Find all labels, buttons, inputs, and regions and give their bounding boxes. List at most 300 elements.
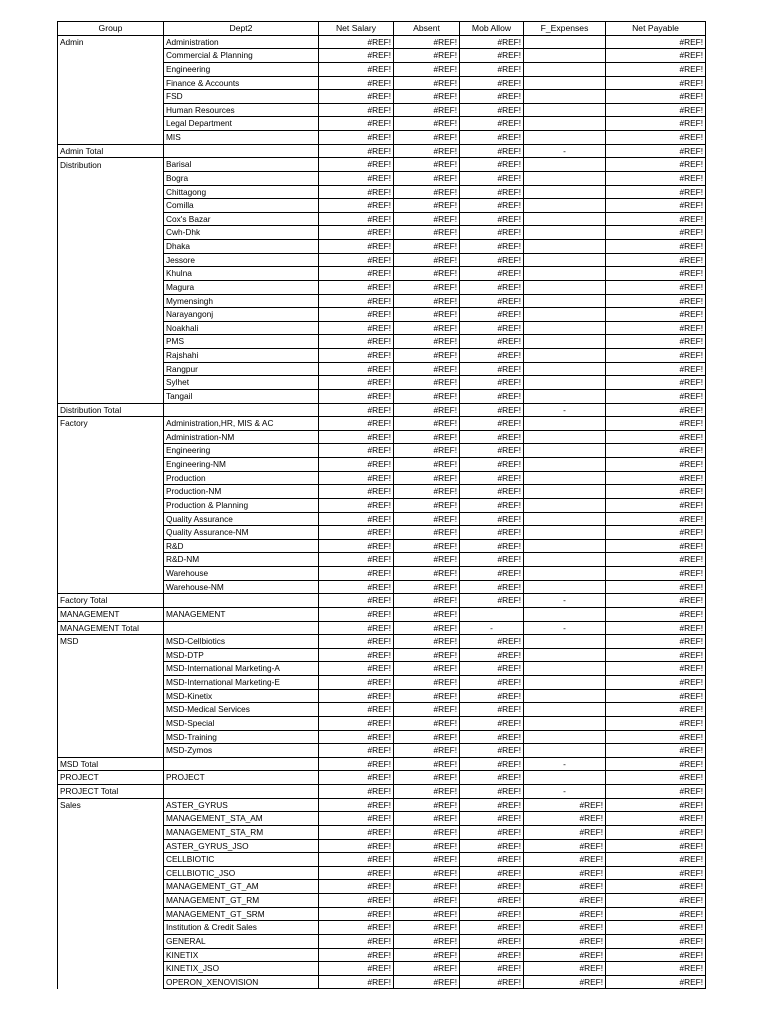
dept-cell: MSD-International Marketing-A	[164, 662, 319, 676]
net-salary-cell: #REF!	[319, 458, 394, 472]
dept-cell: MSD-Zymos	[164, 744, 319, 758]
mob-allow-cell: #REF!	[460, 62, 524, 76]
group-cell	[58, 444, 164, 458]
absent-total-cell: #REF!	[394, 403, 460, 417]
mob-allow-cell: #REF!	[460, 226, 524, 240]
dept-cell: Production-NM	[164, 485, 319, 499]
absent-cell: #REF!	[394, 962, 460, 976]
mob-allow-cell: #REF!	[460, 471, 524, 485]
table-row	[58, 417, 706, 431]
net-salary-cell: #REF!	[319, 76, 394, 90]
total-row	[58, 144, 706, 158]
table-row	[58, 894, 706, 908]
net-salary-cell: #REF!	[319, 662, 394, 676]
net-payable-cell: #REF!	[606, 362, 706, 376]
absent-cell: #REF!	[394, 812, 460, 826]
table-row	[58, 730, 706, 744]
net-salary-cell: #REF!	[319, 635, 394, 649]
table-row	[58, 349, 706, 363]
dept-cell: Rangpur	[164, 362, 319, 376]
mob-allow-cell: #REF!	[460, 253, 524, 267]
net-salary-total-cell: #REF!	[319, 785, 394, 799]
net-payable-cell: #REF!	[606, 526, 706, 540]
net-salary-cell: #REF!	[319, 703, 394, 717]
group-cell	[58, 212, 164, 226]
net-salary-cell: #REF!	[319, 485, 394, 499]
f-expenses-cell	[524, 648, 606, 662]
table-row	[58, 825, 706, 839]
f-expenses-cell	[524, 76, 606, 90]
group-cell	[58, 948, 164, 962]
table-row	[58, 308, 706, 322]
net-salary-cell: #REF!	[319, 35, 394, 49]
dept-cell: ASTER_GYRUS_JSO	[164, 839, 319, 853]
table-row	[58, 703, 706, 717]
net-payable-cell: #REF!	[606, 812, 706, 826]
absent-cell: #REF!	[394, 553, 460, 567]
total-label-cell: Admin Total	[58, 144, 164, 158]
absent-cell: #REF!	[394, 131, 460, 145]
dept-cell: Khulna	[164, 267, 319, 281]
absent-cell: #REF!	[394, 417, 460, 431]
mob-allow-cell: #REF!	[460, 199, 524, 213]
total-row	[58, 403, 706, 417]
f-expenses-cell	[524, 376, 606, 390]
table-row	[58, 553, 706, 567]
net-salary-cell: #REF!	[319, 158, 394, 172]
absent-cell: #REF!	[394, 458, 460, 472]
table-row	[58, 921, 706, 935]
absent-cell: #REF!	[394, 62, 460, 76]
table-row	[58, 362, 706, 376]
group-cell	[58, 512, 164, 526]
net-salary-cell: #REF!	[319, 539, 394, 553]
net-salary-cell: #REF!	[319, 921, 394, 935]
mob-allow-cell: #REF!	[460, 76, 524, 90]
net-salary-cell: #REF!	[319, 676, 394, 690]
table-row	[58, 240, 706, 254]
net-salary-cell: #REF!	[319, 716, 394, 730]
f-expenses-cell	[524, 240, 606, 254]
net-salary-cell: #REF!	[319, 689, 394, 703]
net-payable-cell: #REF!	[606, 349, 706, 363]
table-row	[58, 321, 706, 335]
table-row	[58, 635, 706, 649]
absent-cell: #REF!	[394, 471, 460, 485]
absent-cell: #REF!	[394, 880, 460, 894]
table-row	[58, 171, 706, 185]
absent-cell: #REF!	[394, 226, 460, 240]
net-salary-cell: #REF!	[319, 335, 394, 349]
net-payable-cell: #REF!	[606, 894, 706, 908]
mob-allow-cell: #REF!	[460, 485, 524, 499]
mob-allow-cell: #REF!	[460, 158, 524, 172]
net-payable-cell: #REF!	[606, 648, 706, 662]
mob-allow-cell: #REF!	[460, 294, 524, 308]
net-payable-cell: #REF!	[606, 853, 706, 867]
group-cell	[58, 812, 164, 826]
net-payable-cell: #REF!	[606, 716, 706, 730]
mob-allow-cell: #REF!	[460, 853, 524, 867]
mob-allow-cell: #REF!	[460, 689, 524, 703]
net-salary-cell: #REF!	[319, 199, 394, 213]
table-row	[58, 607, 706, 621]
dept-cell: Cwh-Dhk	[164, 226, 319, 240]
f-expenses-cell: #REF!	[524, 880, 606, 894]
dept-cell: MSD-International Marketing-E	[164, 676, 319, 690]
absent-cell: #REF!	[394, 512, 460, 526]
net-payable-cell: #REF!	[606, 485, 706, 499]
mob-allow-cell: #REF!	[460, 880, 524, 894]
net-salary-cell: #REF!	[319, 362, 394, 376]
f-expenses-total-cell: -	[524, 594, 606, 608]
total-row	[58, 757, 706, 771]
group-cell	[58, 839, 164, 853]
net-salary-cell: #REF!	[319, 744, 394, 758]
table-row	[58, 934, 706, 948]
net-payable-cell: #REF!	[606, 771, 706, 785]
net-salary-total-cell: #REF!	[319, 144, 394, 158]
group-cell	[58, 880, 164, 894]
table-row	[58, 444, 706, 458]
group-cell: MANAGEMENT	[58, 607, 164, 621]
table-row	[58, 280, 706, 294]
f-expenses-cell	[524, 689, 606, 703]
dept-cell: Jessore	[164, 253, 319, 267]
net-payable-cell: #REF!	[606, 567, 706, 581]
dept-cell: MANAGEMENT_STA_AM	[164, 812, 319, 826]
dept-cell: Warehouse	[164, 567, 319, 581]
absent-cell: #REF!	[394, 158, 460, 172]
group-cell	[58, 975, 164, 989]
net-salary-total-cell: #REF!	[319, 757, 394, 771]
group-cell	[58, 171, 164, 185]
net-salary-cell: #REF!	[319, 280, 394, 294]
table-row	[58, 376, 706, 390]
group-cell	[58, 308, 164, 322]
absent-cell: #REF!	[394, 689, 460, 703]
dept-cell: CELLBIOTIC_JSO	[164, 866, 319, 880]
net-payable-cell: #REF!	[606, 880, 706, 894]
net-payable-cell: #REF!	[606, 839, 706, 853]
mob-allow-cell: #REF!	[460, 798, 524, 812]
table-row	[58, 662, 706, 676]
net-salary-cell: #REF!	[319, 512, 394, 526]
f-expenses-cell: #REF!	[524, 907, 606, 921]
col-header-dept2: Dept2	[164, 22, 319, 36]
total-label-cell: MSD Total	[58, 757, 164, 771]
group-cell	[58, 335, 164, 349]
net-payable-cell: #REF!	[606, 498, 706, 512]
net-payable-cell: #REF!	[606, 103, 706, 117]
absent-cell: #REF!	[394, 539, 460, 553]
net-payable-cell: #REF!	[606, 798, 706, 812]
mob-allow-cell: #REF!	[460, 553, 524, 567]
mob-allow-cell: #REF!	[460, 567, 524, 581]
absent-cell: #REF!	[394, 635, 460, 649]
absent-cell: #REF!	[394, 103, 460, 117]
group-cell	[58, 730, 164, 744]
net-payable-cell: #REF!	[606, 49, 706, 63]
mob-allow-total-cell: -	[460, 621, 524, 635]
group-cell	[58, 321, 164, 335]
dept-cell: Noakhali	[164, 321, 319, 335]
net-payable-cell: #REF!	[606, 280, 706, 294]
dept-cell: Engineering-NM	[164, 458, 319, 472]
mob-allow-cell: #REF!	[460, 934, 524, 948]
dept-cell: Administration,HR, MIS & AC	[164, 417, 319, 431]
table-row	[58, 648, 706, 662]
mob-allow-total-cell: #REF!	[460, 757, 524, 771]
net-salary-cell: #REF!	[319, 526, 394, 540]
net-salary-cell: #REF!	[319, 417, 394, 431]
net-payable-cell: #REF!	[606, 335, 706, 349]
table-row	[58, 907, 706, 921]
net-payable-cell: #REF!	[606, 117, 706, 131]
group-cell	[58, 349, 164, 363]
f-expenses-cell: #REF!	[524, 975, 606, 989]
absent-cell: #REF!	[394, 212, 460, 226]
net-payable-cell: #REF!	[606, 35, 706, 49]
net-salary-cell: #REF!	[319, 253, 394, 267]
f-expenses-cell	[524, 212, 606, 226]
table-row	[58, 526, 706, 540]
dept-cell: Administration-NM	[164, 430, 319, 444]
net-payable-cell: #REF!	[606, 825, 706, 839]
absent-cell: #REF!	[394, 662, 460, 676]
net-salary-cell: #REF!	[319, 866, 394, 880]
table-row	[58, 812, 706, 826]
f-expenses-cell	[524, 458, 606, 472]
group-cell	[58, 676, 164, 690]
absent-cell: #REF!	[394, 185, 460, 199]
mob-allow-cell: #REF!	[460, 389, 524, 403]
net-payable-cell: #REF!	[606, 185, 706, 199]
net-salary-cell: #REF!	[319, 226, 394, 240]
absent-cell: #REF!	[394, 171, 460, 185]
total-label-cell: MANAGEMENT Total	[58, 621, 164, 635]
mob-allow-cell: #REF!	[460, 921, 524, 935]
table-row	[58, 76, 706, 90]
f-expenses-cell: #REF!	[524, 853, 606, 867]
net-salary-cell: #REF!	[319, 567, 394, 581]
absent-cell: #REF!	[394, 526, 460, 540]
mob-allow-cell: #REF!	[460, 349, 524, 363]
net-salary-cell: #REF!	[319, 376, 394, 390]
net-salary-cell: #REF!	[319, 131, 394, 145]
dept-cell: Bogra	[164, 171, 319, 185]
f-expenses-cell	[524, 117, 606, 131]
absent-cell: #REF!	[394, 444, 460, 458]
mob-allow-cell: #REF!	[460, 185, 524, 199]
table-row	[58, 158, 706, 172]
dept-cell: Narayangonj	[164, 308, 319, 322]
absent-cell: #REF!	[394, 825, 460, 839]
net-payable-cell: #REF!	[606, 553, 706, 567]
table-row	[58, 212, 706, 226]
f-expenses-cell	[524, 62, 606, 76]
group-cell	[58, 294, 164, 308]
dept-cell: MSD-DTP	[164, 648, 319, 662]
group-cell	[58, 267, 164, 281]
group-cell	[58, 280, 164, 294]
absent-cell: #REF!	[394, 921, 460, 935]
absent-cell: #REF!	[394, 676, 460, 690]
mob-allow-cell: #REF!	[460, 635, 524, 649]
table-row	[58, 744, 706, 758]
group-cell	[58, 662, 164, 676]
group-cell	[58, 853, 164, 867]
group-cell: MSD	[58, 635, 164, 649]
f-expenses-cell	[524, 294, 606, 308]
dept-cell	[164, 144, 319, 158]
net-payable-cell: #REF!	[606, 389, 706, 403]
dept-cell: Engineering	[164, 62, 319, 76]
net-payable-cell: #REF!	[606, 934, 706, 948]
absent-cell: #REF!	[394, 948, 460, 962]
f-expenses-total-cell: -	[524, 621, 606, 635]
net-payable-total-cell: #REF!	[606, 621, 706, 635]
table-row	[58, 49, 706, 63]
f-expenses-cell: #REF!	[524, 866, 606, 880]
net-payable-total-cell: #REF!	[606, 144, 706, 158]
group-cell	[58, 825, 164, 839]
net-salary-cell: #REF!	[319, 103, 394, 117]
group-cell	[58, 131, 164, 145]
col-header-f-expenses: F_Expenses	[524, 22, 606, 36]
dept-cell: Finance & Accounts	[164, 76, 319, 90]
table-row	[58, 430, 706, 444]
mob-allow-cell: #REF!	[460, 975, 524, 989]
net-payable-cell: #REF!	[606, 321, 706, 335]
f-expenses-cell	[524, 730, 606, 744]
net-salary-cell: #REF!	[319, 880, 394, 894]
net-payable-cell: #REF!	[606, 662, 706, 676]
group-cell	[58, 376, 164, 390]
group-cell	[58, 894, 164, 908]
net-salary-cell: #REF!	[319, 430, 394, 444]
absent-cell: #REF!	[394, 117, 460, 131]
table-row	[58, 839, 706, 853]
net-payable-cell: #REF!	[606, 62, 706, 76]
net-payable-cell: #REF!	[606, 607, 706, 621]
mob-allow-cell: #REF!	[460, 131, 524, 145]
net-payable-cell: #REF!	[606, 676, 706, 690]
mob-allow-cell: #REF!	[460, 907, 524, 921]
mob-allow-cell: #REF!	[460, 498, 524, 512]
table-row	[58, 716, 706, 730]
mob-allow-cell: #REF!	[460, 839, 524, 853]
group-cell	[58, 716, 164, 730]
net-salary-cell: #REF!	[319, 607, 394, 621]
dept-cell: ASTER_GYRUS	[164, 798, 319, 812]
f-expenses-cell	[524, 280, 606, 294]
dept-cell: Quality Assurance-NM	[164, 526, 319, 540]
net-salary-total-cell: #REF!	[319, 621, 394, 635]
f-expenses-cell	[524, 267, 606, 281]
dept-cell: Warehouse-NM	[164, 580, 319, 594]
mob-allow-cell: #REF!	[460, 49, 524, 63]
net-payable-cell: #REF!	[606, 199, 706, 213]
net-salary-cell: #REF!	[319, 853, 394, 867]
dept-cell: MIS	[164, 131, 319, 145]
net-salary-cell: #REF!	[319, 934, 394, 948]
f-expenses-total-cell: -	[524, 757, 606, 771]
net-payable-cell: #REF!	[606, 458, 706, 472]
net-payable-cell: #REF!	[606, 921, 706, 935]
absent-cell: #REF!	[394, 389, 460, 403]
net-salary-cell: #REF!	[319, 267, 394, 281]
net-salary-cell: #REF!	[319, 62, 394, 76]
dept-cell: Quality Assurance	[164, 512, 319, 526]
table-row	[58, 962, 706, 976]
mob-allow-cell: #REF!	[460, 744, 524, 758]
dept-cell: Human Resources	[164, 103, 319, 117]
group-cell	[58, 485, 164, 499]
dept-cell: Engineering	[164, 444, 319, 458]
f-expenses-cell	[524, 253, 606, 267]
net-payable-cell: #REF!	[606, 744, 706, 758]
f-expenses-cell	[524, 335, 606, 349]
group-cell	[58, 199, 164, 213]
net-payable-cell: #REF!	[606, 703, 706, 717]
net-payable-cell: #REF!	[606, 240, 706, 254]
f-expenses-cell: #REF!	[524, 934, 606, 948]
dept-cell	[164, 594, 319, 608]
absent-cell: #REF!	[394, 839, 460, 853]
f-expenses-cell	[524, 362, 606, 376]
net-salary-cell: #REF!	[319, 240, 394, 254]
table-row	[58, 253, 706, 267]
dept-cell: Administration	[164, 35, 319, 49]
absent-cell: #REF!	[394, 894, 460, 908]
group-cell	[58, 498, 164, 512]
f-expenses-cell	[524, 703, 606, 717]
net-payable-cell: #REF!	[606, 975, 706, 989]
f-expenses-cell	[524, 444, 606, 458]
group-cell	[58, 580, 164, 594]
absent-cell: #REF!	[394, 294, 460, 308]
net-payable-cell: #REF!	[606, 131, 706, 145]
table-row	[58, 294, 706, 308]
absent-cell: #REF!	[394, 308, 460, 322]
group-cell	[58, 907, 164, 921]
group-cell	[58, 389, 164, 403]
dept-cell: Commercial & Planning	[164, 49, 319, 63]
absent-cell: #REF!	[394, 716, 460, 730]
dept-cell: Rajshahi	[164, 349, 319, 363]
net-salary-cell: #REF!	[319, 648, 394, 662]
net-payable-cell: #REF!	[606, 635, 706, 649]
mob-allow-cell: #REF!	[460, 539, 524, 553]
absent-cell: #REF!	[394, 199, 460, 213]
absent-cell: #REF!	[394, 771, 460, 785]
f-expenses-cell	[524, 744, 606, 758]
net-payable-cell: #REF!	[606, 907, 706, 921]
group-cell	[58, 703, 164, 717]
table-row	[58, 539, 706, 553]
f-expenses-total-cell: -	[524, 144, 606, 158]
absent-cell: #REF!	[394, 335, 460, 349]
net-salary-cell: #REF!	[319, 444, 394, 458]
net-salary-cell: #REF!	[319, 975, 394, 989]
dept-cell: MANAGEMENT	[164, 607, 319, 621]
mob-allow-cell: #REF!	[460, 771, 524, 785]
group-cell	[58, 526, 164, 540]
mob-allow-cell: #REF!	[460, 430, 524, 444]
f-expenses-cell	[524, 185, 606, 199]
absent-cell: #REF!	[394, 76, 460, 90]
